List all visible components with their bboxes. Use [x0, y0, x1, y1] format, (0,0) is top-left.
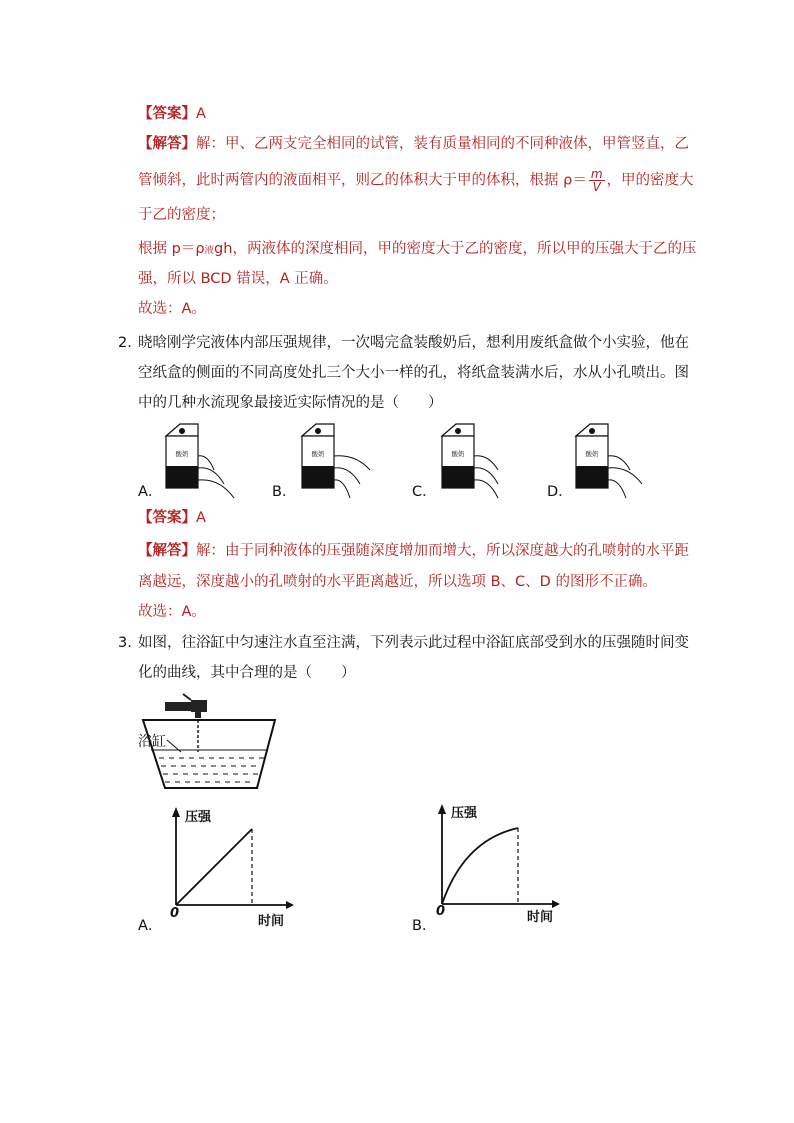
water-jet [608, 468, 642, 484]
water-jet [198, 468, 224, 484]
tub-outline [143, 720, 275, 788]
solution-text: 管倾斜，此时两管内的液面相平，则乙的体积大于甲的体积，根据 [138, 172, 559, 189]
subscript: 液 [204, 245, 215, 256]
q2-option-c-label: C． [412, 484, 437, 500]
water-jet [608, 480, 626, 498]
q2-choice [138, 602, 206, 622]
choice-text: 故选：A。 [138, 604, 206, 620]
tub-water [159, 758, 264, 782]
carton-figure [570, 422, 650, 492]
x-axis-arrow-icon [286, 901, 294, 909]
faucet-icon [191, 700, 207, 718]
solution-label: 【解答】 [138, 136, 196, 152]
q1-solution-line-3 [138, 205, 225, 225]
curve-b [442, 828, 518, 904]
solution-text: 离越远，深度越小的孔喷射的水平距离越近，所以选项 B、C、D 的图形不正确。 [138, 574, 657, 590]
carton-figure [296, 422, 376, 492]
q1-solution-line-4 [138, 239, 696, 261]
q2-answer [138, 508, 206, 528]
q2-stem-line-2: 空纸盒的侧面的不同高度处扎三个大小一样的孔，将纸盒装满水后，水从小孔喷出。图 [138, 365, 689, 381]
answer-value: A [196, 510, 206, 526]
carton-label: 酸奶 [311, 450, 325, 458]
answer-label: 【答案】 [138, 510, 196, 526]
solution-text: gh，两液体的深度相同，甲的密度大于乙的密度，所以甲的压强大于乙的压 [214, 241, 697, 257]
q2-option-a-label: A． [138, 484, 163, 500]
q3-stem-line-1: 如图，往浴缸中匀速注水直至注满，下列表示此过程中浴缸底部受到水的压强随时间变 [138, 635, 689, 651]
formula-fraction [589, 168, 605, 193]
choice-text: 故选：A。 [138, 301, 206, 317]
carton-label: 酸奶 [585, 450, 599, 458]
solution-text: ，甲的密度大 [606, 172, 694, 189]
q1-answer [138, 104, 206, 124]
carton-figure [160, 422, 240, 492]
solution-text: 于乙的密度； [138, 207, 225, 223]
q1-solution-line-1 [138, 134, 689, 154]
graph-b-ylabel: 压强 [451, 806, 478, 821]
solution-text: 根据 p＝ρ [138, 241, 205, 257]
q2-solution-line-2 [138, 572, 657, 592]
faucet-handle-icon [165, 702, 191, 711]
fraction-denominator: V [592, 180, 601, 194]
graph-a-origin: 0 [170, 906, 180, 921]
q2-number: 2. [118, 335, 132, 351]
formula-rho: ρ＝ [563, 172, 587, 189]
graph-a-xlabel: 时间 [258, 914, 285, 929]
x-axis-arrow-icon [552, 900, 560, 908]
answer-label: 【答案】 [138, 106, 196, 122]
q3-option-a-label: A． [138, 918, 163, 934]
graph-b-xlabel: 时间 [527, 910, 554, 925]
q2-stem-line-1: 晓晗刚学完液体内部压强规律，一次喝完盒装酸奶后，想利用废纸盒做个小实验，他在 [138, 335, 689, 351]
carton-label: 酸奶 [175, 450, 189, 458]
q2-option-b-label: B． [272, 484, 297, 500]
q1-solution-line-2 [138, 168, 694, 193]
solution-label: 【解答】 [138, 543, 196, 559]
solution-text: 强，所以 BCD 错误，A 正确。 [138, 271, 338, 287]
q1-solution-line-5 [138, 269, 338, 289]
q3-stem-line-2: 化的曲线，其中合理的是（ ） [138, 665, 356, 681]
water-jet [334, 468, 360, 484]
water-jet [474, 468, 498, 484]
q3-number: 3. [118, 635, 132, 651]
solution-text: 解：由于同种液体的压强随深度增加而增大，所以深度越大的孔喷射的水平距 [196, 543, 689, 559]
y-axis-arrow-icon [172, 807, 180, 817]
q2-stem-line-3: 中的几种水流现象最接近实际情况的是（ ） [138, 395, 443, 411]
y-axis-arrow-icon [438, 804, 446, 814]
curve-a [176, 829, 252, 905]
q2-option-d-label: D． [547, 484, 573, 500]
water-jet [474, 480, 498, 498]
q1-choice [138, 299, 206, 319]
tub-label: 浴缸 [138, 734, 166, 750]
graph-a-ylabel: 压强 [185, 810, 212, 825]
q3-option-b-label: B． [412, 918, 437, 934]
carton-figure [436, 422, 516, 492]
solution-text: 解：甲、乙两支完全相同的试管，装有质量相同的不同种液体，甲管竖直，乙 [196, 136, 689, 152]
graph-b-origin: 0 [436, 904, 446, 919]
water-jet [334, 480, 350, 498]
q2-solution-line-1 [138, 541, 689, 561]
carton-label: 酸奶 [451, 450, 465, 458]
answer-value: A [196, 106, 206, 122]
fraction-numerator: m [590, 167, 603, 181]
water-jet [198, 480, 234, 498]
